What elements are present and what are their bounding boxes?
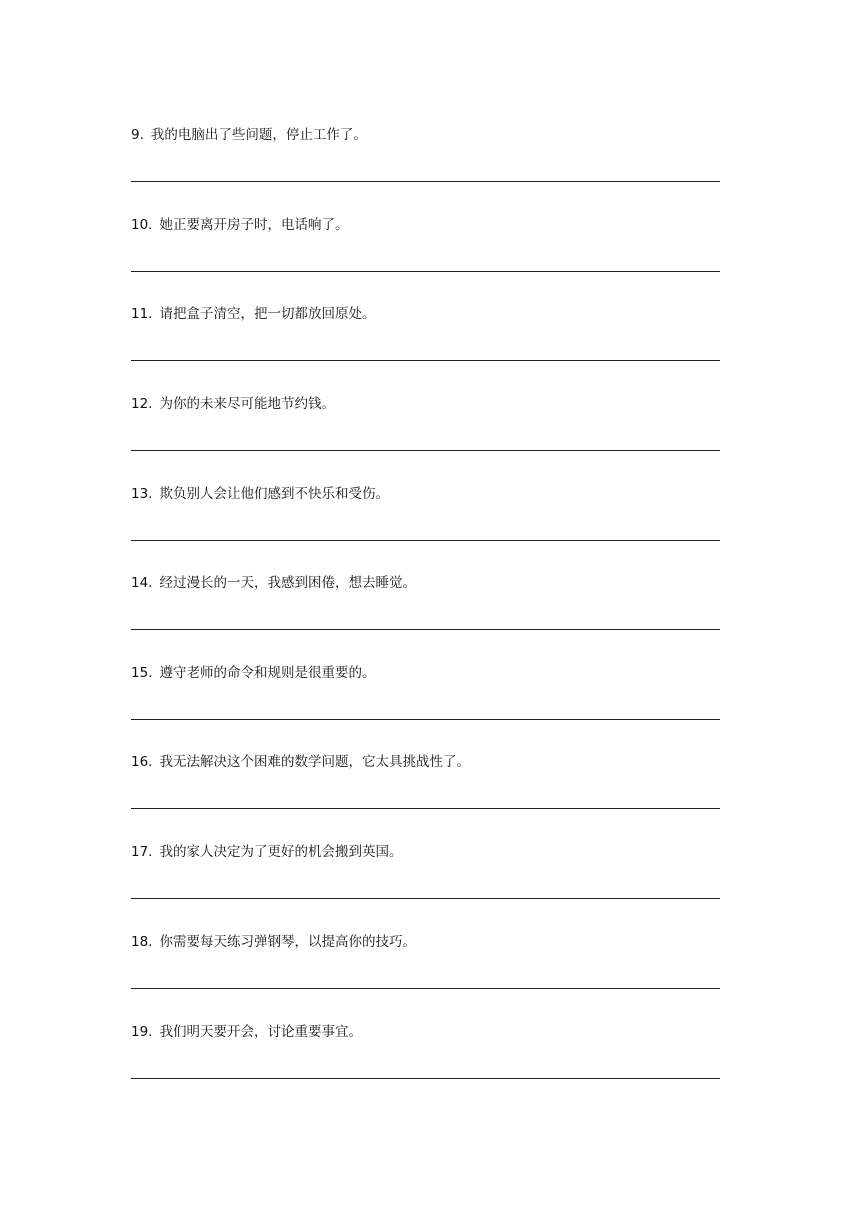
question-number: 13.	[131, 486, 153, 502]
question-item	[131, 486, 721, 576]
question-prompt: 你需要每天练习弹钢琴，以提高你的技巧。	[159, 934, 416, 950]
answer-line[interactable]	[131, 540, 720, 541]
answer-line[interactable]	[131, 271, 720, 272]
question-text	[131, 575, 416, 591]
question-prompt: 她正要离开房子时，电话响了。	[159, 217, 349, 233]
question-number: 15.	[131, 665, 153, 681]
question-prompt: 我的电脑出了些问题，停止工作了。	[150, 127, 367, 143]
question-text	[131, 396, 335, 412]
question-item	[131, 127, 721, 217]
question-item	[131, 396, 721, 486]
question-prompt: 遵守老师的命令和规则是很重要的。	[159, 665, 376, 681]
question-item	[131, 575, 721, 665]
question-text	[131, 934, 416, 950]
question-item	[131, 306, 721, 396]
answer-line[interactable]	[131, 360, 720, 361]
question-item	[131, 665, 721, 755]
answer-line[interactable]	[131, 988, 720, 989]
answer-line[interactable]	[131, 629, 720, 630]
question-text	[131, 306, 375, 322]
answer-line[interactable]	[131, 719, 720, 720]
question-prompt: 我的家人决定为了更好的机会搬到英国。	[159, 844, 403, 860]
question-prompt: 我们明天要开会，讨论重要事宜。	[159, 1024, 362, 1040]
question-number: 17.	[131, 844, 153, 860]
question-prompt: 我无法解决这个困难的数学问题，它太具挑战性了。	[159, 754, 470, 770]
question-number: 16.	[131, 754, 153, 770]
answer-line[interactable]	[131, 1078, 720, 1079]
question-prompt: 为你的未来尽可能地节约钱。	[159, 396, 335, 412]
question-item	[131, 934, 721, 1024]
question-number: 14.	[131, 575, 153, 591]
question-text	[131, 1024, 362, 1040]
question-number: 11.	[131, 306, 153, 322]
question-item	[131, 844, 721, 934]
question-text	[131, 486, 389, 502]
answer-line[interactable]	[131, 181, 720, 182]
question-text	[131, 844, 402, 860]
question-text	[131, 217, 348, 233]
question-number: 19.	[131, 1024, 153, 1040]
answer-line[interactable]	[131, 898, 720, 899]
question-text	[131, 665, 375, 681]
question-text	[131, 127, 367, 143]
question-text	[131, 754, 470, 770]
question-item	[131, 754, 721, 844]
question-prompt: 请把盒子清空，把一切都放回原处。	[159, 306, 376, 322]
question-item	[131, 217, 721, 307]
question-prompt: 经过漫长的一天，我感到困倦，想去睡觉。	[159, 575, 416, 591]
question-number: 18.	[131, 934, 153, 950]
answer-line[interactable]	[131, 450, 720, 451]
answer-line[interactable]	[131, 808, 720, 809]
question-number: 10.	[131, 217, 153, 233]
question-number: 9.	[131, 127, 144, 143]
question-item	[131, 1024, 721, 1114]
question-prompt: 欺负别人会让他们感到不快乐和受伤。	[159, 486, 389, 502]
question-number: 12.	[131, 396, 153, 412]
